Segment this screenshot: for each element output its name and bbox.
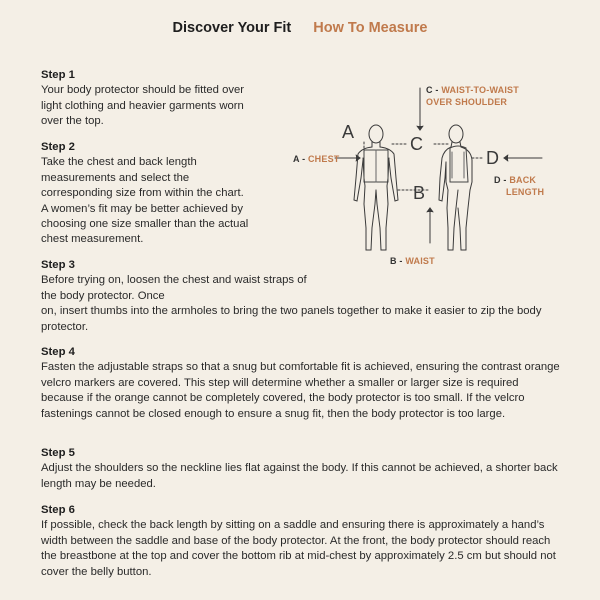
back-length-key: D - bbox=[494, 175, 507, 185]
waist-to-waist-label bbox=[426, 84, 519, 108]
step-title: Step 3 bbox=[41, 259, 75, 271]
step-body: Adjust the shoulders so the neckline lies flat against the body. If this cannot be achieved, a shorter back length may be needed. bbox=[41, 462, 558, 490]
tab-discover-your-fit[interactable]: Discover Your Fit bbox=[172, 20, 292, 36]
waist-label bbox=[390, 256, 435, 266]
back-length-label bbox=[494, 174, 544, 198]
step-title: Step 2 bbox=[41, 141, 75, 153]
back-length-line-2: LENGTH bbox=[506, 187, 545, 197]
step-6 bbox=[41, 503, 561, 580]
letter-d: D bbox=[486, 148, 499, 168]
body-figures-illustration bbox=[280, 78, 600, 278]
step-title: Step 6 bbox=[41, 504, 75, 516]
chest-key: A - bbox=[293, 154, 306, 164]
tab-bar bbox=[0, 20, 600, 36]
letter-a: A bbox=[342, 122, 355, 142]
step-title: Step 1 bbox=[41, 69, 75, 81]
tab-how-to-measure[interactable]: How To Measure bbox=[313, 20, 428, 36]
back-length-line-1: BACK bbox=[509, 175, 537, 185]
step-1 bbox=[41, 68, 253, 130]
step-5 bbox=[41, 446, 561, 492]
measurement-diagram bbox=[280, 78, 600, 278]
measurement-arrows bbox=[335, 88, 545, 243]
step-body-line-2: on, insert thumbs into the armholes to bring the two panels together to make it easier to zip the body protector. bbox=[41, 305, 542, 333]
step-body: If possible, check the back length by sitting on a saddle and ensuring there is approximately a hand’s width between the saddle and base of the body protector. At the front, the body protector should reach the breastbone at the top and cover the bottom rib at mid-chest by approximately 2.5 cm but should not cover the belly button. bbox=[41, 519, 556, 578]
step-4 bbox=[41, 345, 561, 422]
step-title: Step 5 bbox=[41, 447, 75, 459]
waist-to-waist-line-2: OVER SHOULDER bbox=[426, 97, 508, 107]
waist-to-waist-line-1: WAIST-TO-WAIST bbox=[441, 85, 519, 95]
step-body: Fasten the adjustable straps so that a snug but comfortable fit is achieved, ensuring the contrast orange velcro markers are covered. This step will determine whether a smaller or larger size is required because if the orange cannot be completely covered, the body protector is too small. If the velcro fastenings cannot be closed enough to ensure a snug fit, then the body protector is too large. bbox=[41, 361, 560, 420]
front-figure bbox=[354, 125, 398, 250]
waist-key: B - bbox=[390, 256, 403, 266]
step-body: Your body protector should be fitted over light clothing and heavier garments worn over the top. bbox=[41, 84, 245, 128]
chest-text: CHEST bbox=[307, 154, 340, 164]
letter-c: C bbox=[410, 134, 423, 154]
step-title: Step 4 bbox=[41, 346, 75, 358]
chest-label bbox=[293, 154, 339, 164]
waist-text: WAIST bbox=[405, 256, 435, 266]
step-body-line-1: Before trying on, loosen the chest and waist straps of the body protector. Once bbox=[41, 274, 307, 302]
waist-to-waist-key: C - bbox=[426, 85, 439, 95]
letter-b: B bbox=[413, 183, 426, 203]
step-2 bbox=[41, 140, 253, 248]
step-body: Take the chest and back length measurements and select the corresponding size from within the chart. A women’s fit may be better achieved by choosing one size smaller than the actual chest measurement. bbox=[41, 156, 249, 246]
